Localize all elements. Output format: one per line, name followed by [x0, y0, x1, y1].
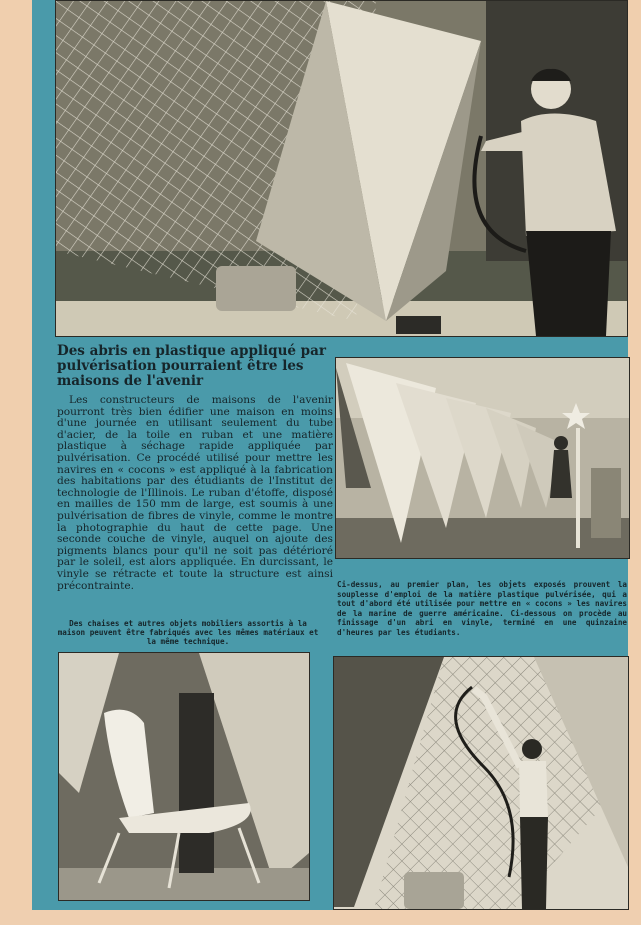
bottom-right-photo-shelter-finishing: [333, 656, 629, 910]
bottom-left-photo-chair: [58, 652, 310, 901]
top-photo-spraying-structure: [55, 0, 628, 337]
caption-left: Des chaises et autres objets mobiliers assortis à la maison peuvent être fabriqués avec les mêmes matériaux et la même technique.: [57, 619, 319, 646]
middle-photo-exhibited-objects: [335, 357, 630, 559]
article-headline: Des abris en plastique appliqué par pulvérisation pourraient être les maisons de l'avenir: [57, 343, 326, 389]
page-bottom-margin: [0, 910, 641, 925]
caption-right: Ci-dessus, au premier plan, les objets exposés prouvent la souplesse d'emploi de la matière plastique pulvérisée, qui a tout d'abord été utilisée pour mettre en « cocons » les navires de la marine de guerre américaine. Ci-dessous on procède au finissage d'un abri en vinyle, terminé en une quinzaine d'heures par les étudiants.: [337, 580, 627, 637]
article-body: Les constructeurs de maisons de l'avenir pourront très bien édifier une maison en moins d'une journée en utilisant seulement du tube d'acier, de la toile en ruban et une matière plastique à séchage rapide appliquée par pulvérisation. Ce procédé utilisé pour mettre les navires en « cocons » est appliqué à la fabrication des habitations par des étudiants de l'Institut de technologie de l'Illinois. Le ruban d'étoffe, disposé en mailles de 150 mm de large, est soumis à une pulvérisation de fibres de vinyle, comme le montre la photographie du haut de cette page. Une seconde couche de vinyle, auquel on ajoute des pigments blancs pour qu'il ne soit pas détérioré par le soleil, est alors appliquée. En durcissant, le vinyle se rétracte et toute la structure est ainsi précontrainte.: [57, 394, 333, 592]
